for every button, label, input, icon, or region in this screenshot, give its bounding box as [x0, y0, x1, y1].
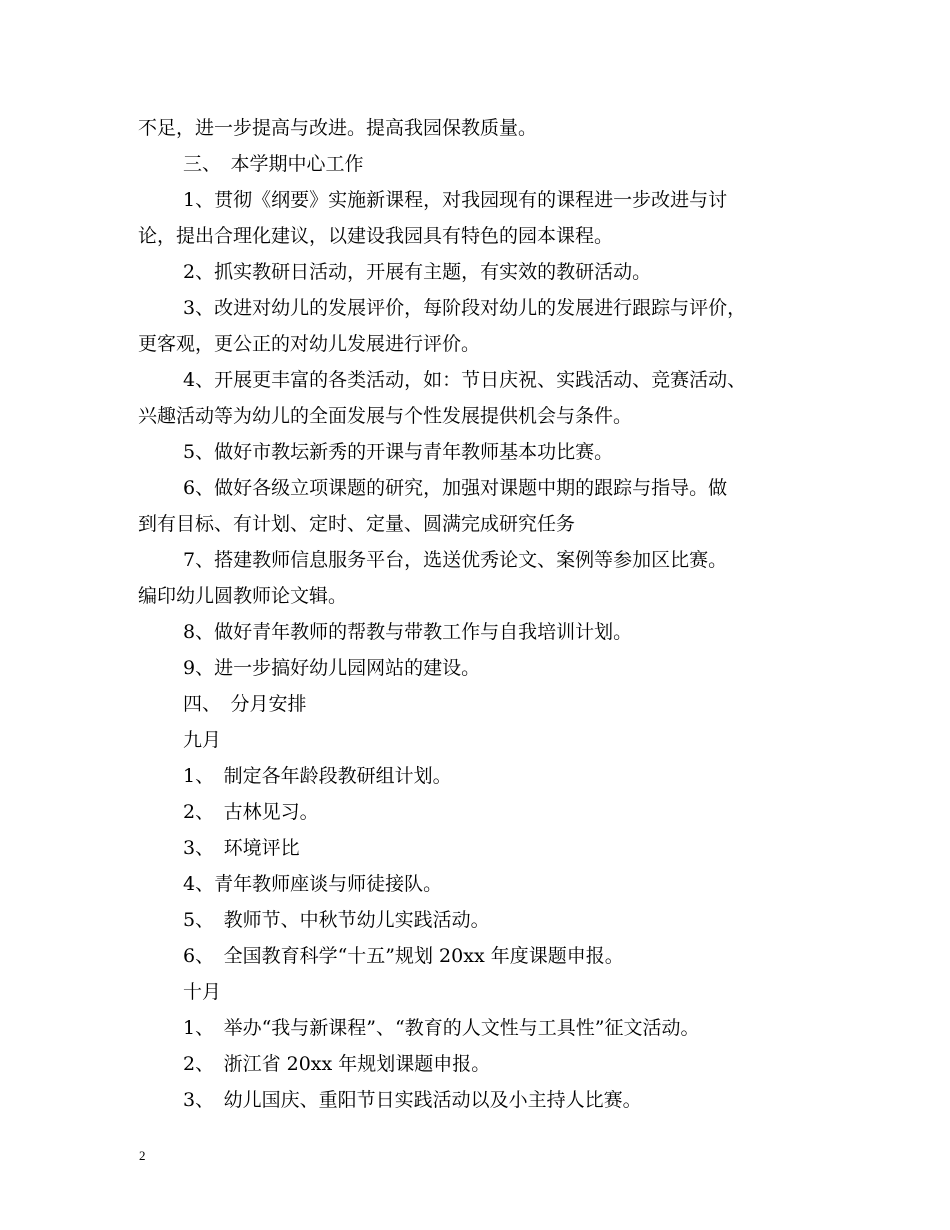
list-item: 3、 环境评比: [183, 837, 300, 859]
paragraph-line: 兴趣活动等为幼儿的全面发展与个性发展提供机会与条件。: [138, 405, 633, 427]
paragraph-line: 7、搭建教师信息服务平台，选送优秀论文、案例等参加区比赛。: [183, 549, 728, 571]
paragraph-line: 1、贯彻《纲要》实施新课程，对我园现有的课程进一步改进与讨: [183, 189, 728, 211]
paragraph-line: 论，提出合理化建议，以建设我园具有特色的园本课程。: [138, 225, 614, 247]
list-item: 2、 古林见习。: [183, 801, 319, 823]
paragraph-line: 9、进一步搞好幼儿园网站的建设。: [183, 657, 481, 679]
paragraph-line: 不足，进一步提高与改进。提高我园保教质量。: [138, 117, 538, 139]
paragraph-line: 到有目标、有计划、定时、定量、圆满完成研究任务: [138, 513, 576, 535]
list-item: 1、 举办“我与新课程”、“教育的人文性与工具性”征文活动。: [183, 1017, 700, 1039]
list-item: 3、 幼儿国庆、重阳节日实践活动以及小主持人比赛。: [183, 1089, 642, 1111]
month-heading: 九月: [183, 729, 222, 751]
paragraph-line: 5、做好市教坛新秀的开课与青年教师基本功比赛。: [183, 441, 614, 463]
paragraph-line: 2、抓实教研日活动，开展有主题，有实效的教研活动。: [183, 261, 652, 283]
section-heading: 三、 本学期中心工作: [183, 153, 364, 175]
paragraph-line: 8、做好青年教师的帮教与带教工作与自我培训计划。: [183, 621, 633, 643]
paragraph-line: 3、改进对幼儿的发展评价，每阶段对幼儿的发展进行跟踪与评价，: [183, 297, 747, 319]
document-body: [138, 110, 828, 1118]
list-item: 1、 制定各年龄段教研组计划。: [183, 765, 452, 787]
paragraph-line: 6、做好各级立项课题的研究，加强对课题中期的跟踪与指导。做: [183, 477, 728, 499]
paragraph-line: 4、开展更丰富的各类活动，如：节日庆祝、实践活动、竞赛活动、: [183, 369, 747, 391]
paragraph-line: 更客观，更公正的对幼儿发展进行评价。: [138, 333, 481, 355]
section-heading: 四、 分月安排: [183, 693, 307, 715]
month-heading: 十月: [183, 981, 222, 1003]
paragraph-line: 编印幼儿圆教师论文辑。: [138, 585, 348, 607]
list-item: 2、 浙江省 20xx 年规划课题申报。: [183, 1053, 491, 1075]
list-item: 6、 全国教育科学“十五”规划 20xx 年度课题申报。: [183, 945, 624, 967]
list-item: 4、青年教师座谈与师徒接队。: [183, 873, 443, 895]
page-number: 2: [139, 1148, 146, 1163]
list-item: 5、 教师节、中秋节幼儿实践活动。: [183, 909, 490, 931]
